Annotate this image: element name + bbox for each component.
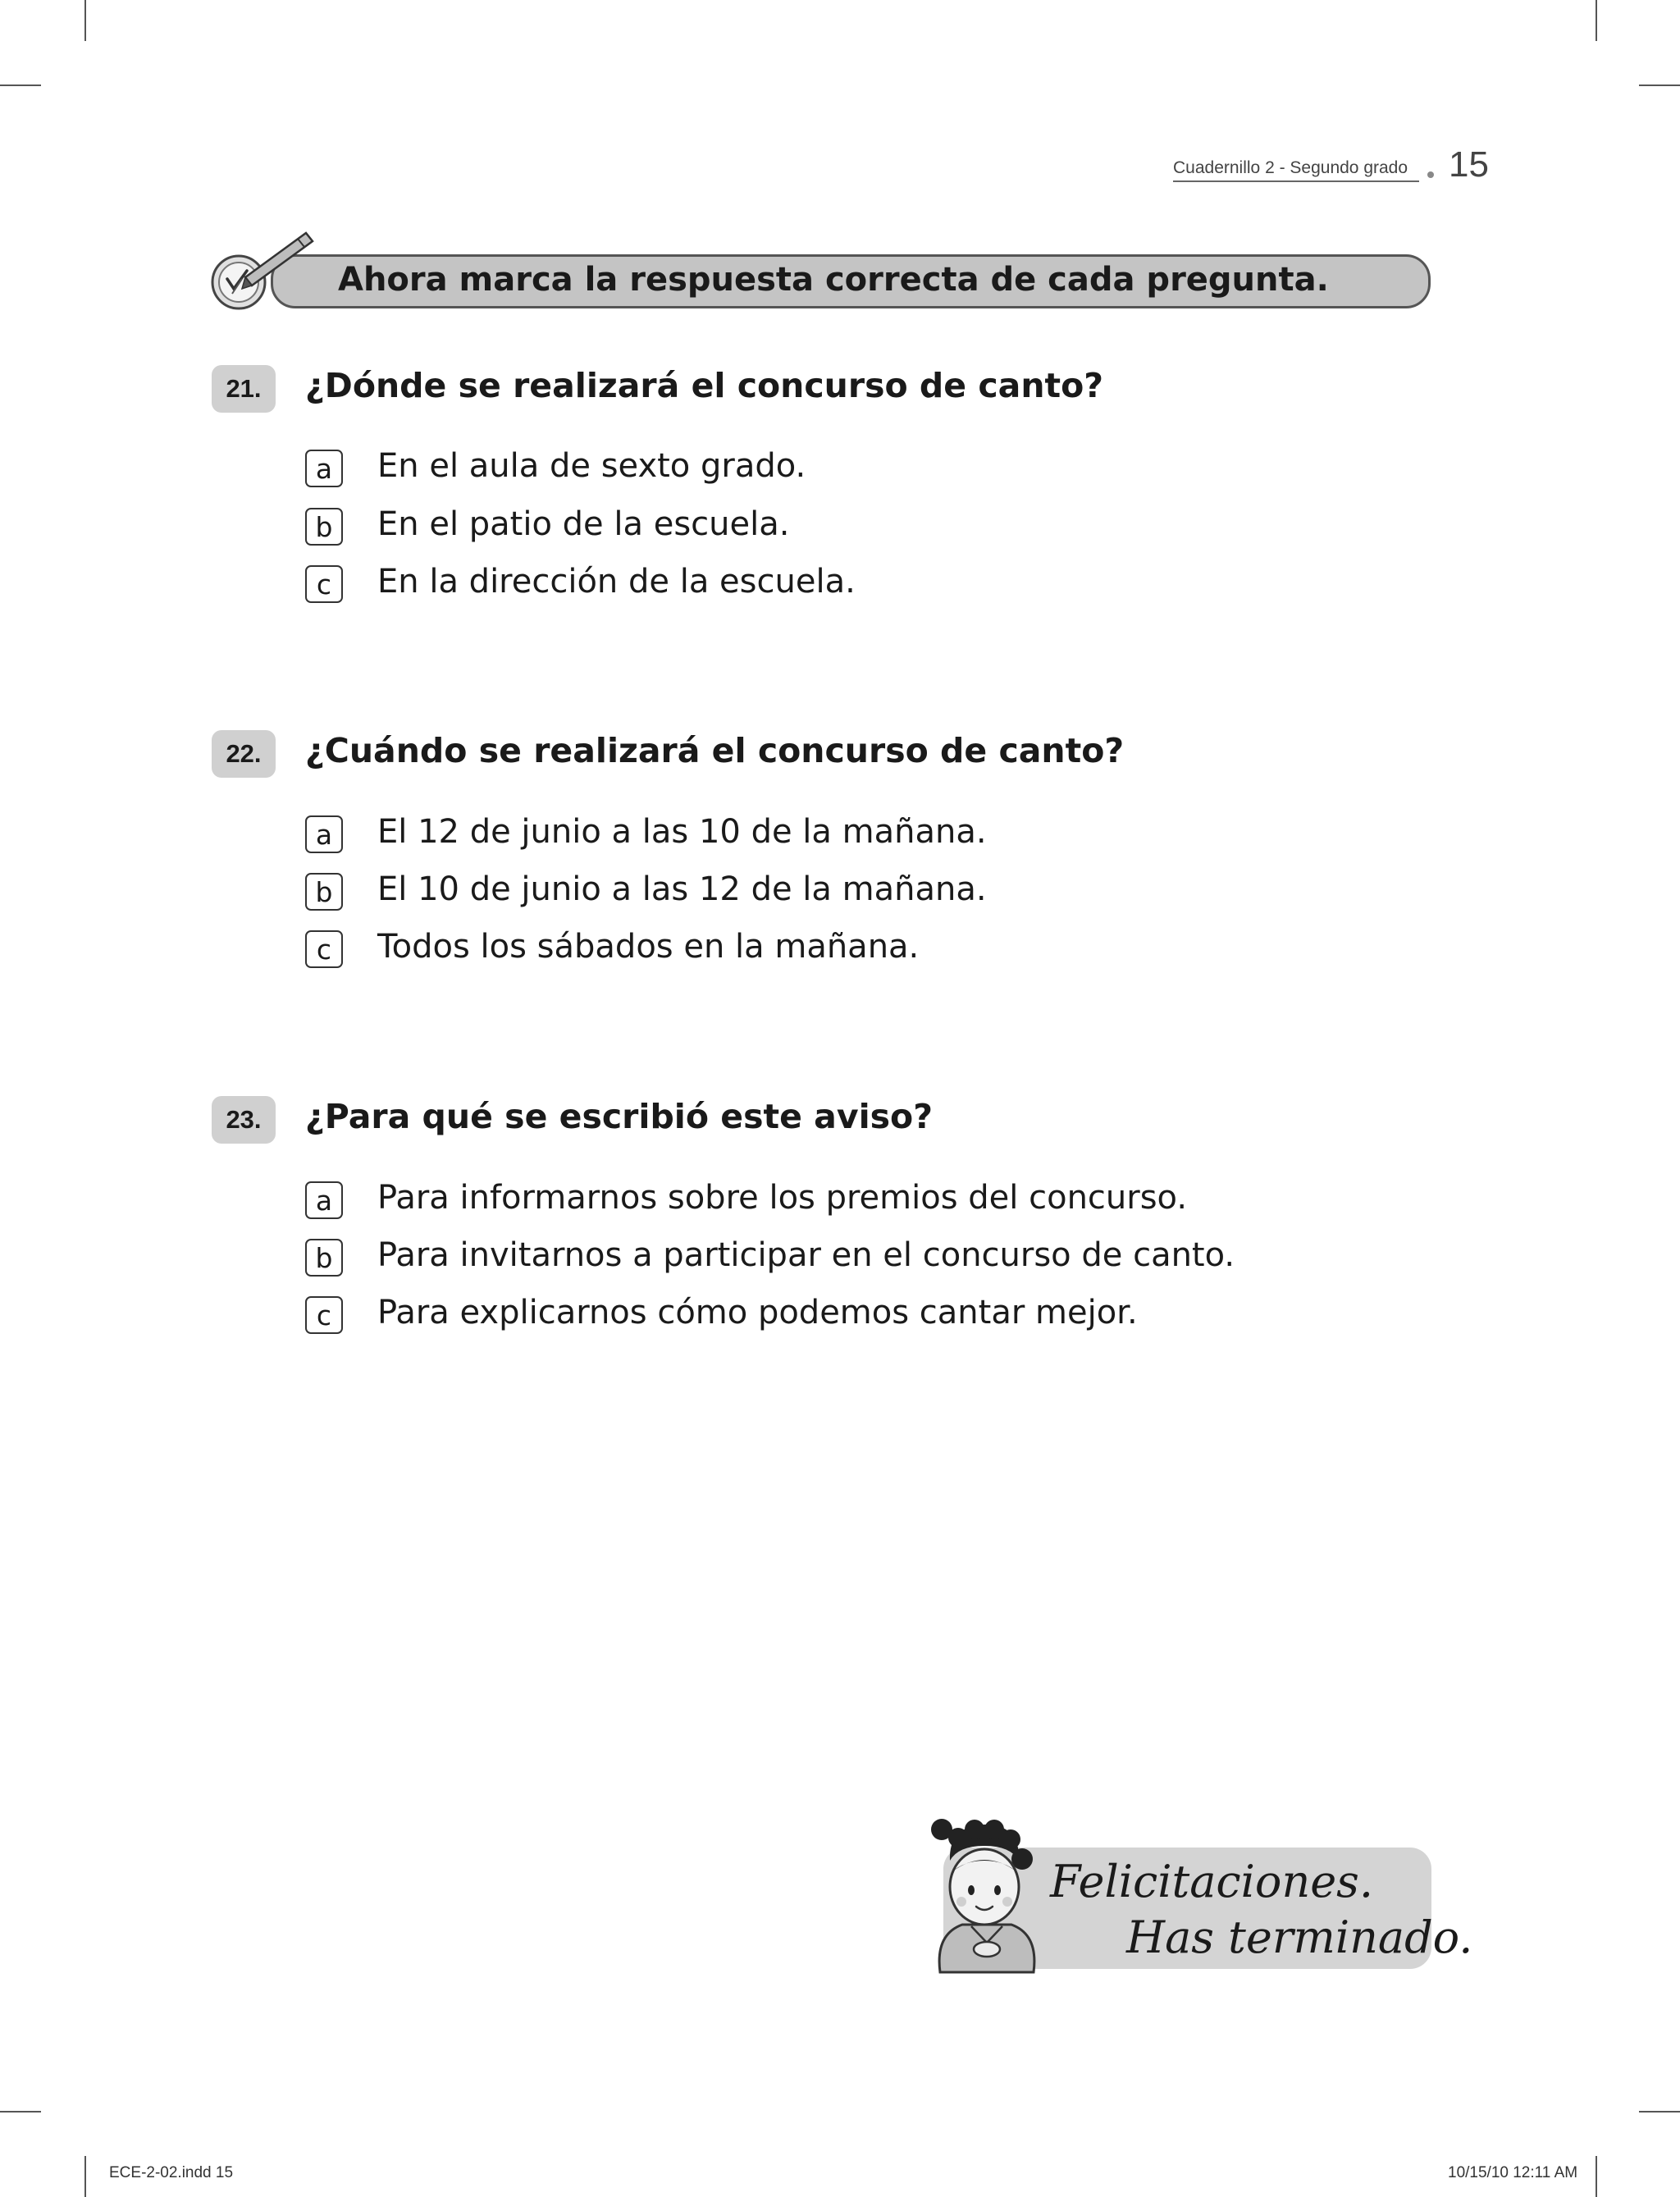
option-text: El 10 de junio a las 12 de la mañana. <box>377 870 987 908</box>
option-c-checkbox[interactable]: c <box>305 565 343 603</box>
question-text: ¿Dónde se realizará el concurso de canto? <box>305 366 1104 405</box>
option-text: Para informarnos sobre los premios del concurso. <box>377 1179 1188 1217</box>
question-text: ¿Cuándo se realizará el concurso de canto? <box>305 731 1125 770</box>
crop-mark <box>84 0 86 41</box>
question-number: 21. <box>212 365 276 413</box>
crop-mark <box>1639 2111 1680 2112</box>
question-text: ¿Para qué se escribió este aviso? <box>305 1097 933 1136</box>
page-number: 15 <box>1449 144 1489 185</box>
instruction-text: Ahora marca la respuesta correcta de cada pregunta. <box>338 261 1329 299</box>
footer-file-name: ECE-2-02.indd 15 <box>109 2164 234 2181</box>
option-text: Para invitarnos a participar en el concurso de canto. <box>377 1236 1235 1274</box>
option-c-checkbox[interactable]: c <box>305 1296 343 1334</box>
footer-timestamp: 10/15/10 12:11 AM <box>1448 2164 1578 2181</box>
congratulations-line-1: Felicitaciones. <box>1050 1856 1374 1907</box>
option-text: El 12 de junio a las 10 de la mañana. <box>377 813 987 851</box>
option-text: Todos los sábados en la mañana. <box>377 928 920 966</box>
pencil-checkmark-icon <box>209 228 320 318</box>
girl-illustration-icon <box>925 1811 1048 1975</box>
option-a-checkbox[interactable]: a <box>305 450 343 487</box>
option-text: En la dirección de la escuela. <box>377 563 856 601</box>
option-c-checkbox[interactable]: c <box>305 930 343 968</box>
congratulations-line-2: Has terminado. <box>1126 1912 1473 1963</box>
header-bullet <box>1427 171 1434 178</box>
option-b-checkbox[interactable]: b <box>305 873 343 911</box>
option-a-checkbox[interactable]: a <box>305 1181 343 1219</box>
option-b-checkbox[interactable]: b <box>305 508 343 546</box>
option-text: En el aula de sexto grado. <box>377 447 806 485</box>
crop-mark <box>0 84 41 86</box>
crop-mark <box>1639 84 1680 86</box>
crop-mark <box>0 2111 41 2112</box>
question-number: 22. <box>212 730 276 778</box>
option-b-checkbox[interactable]: b <box>305 1239 343 1277</box>
crop-mark <box>1596 0 1597 41</box>
option-text: En el patio de la escuela. <box>377 505 790 543</box>
option-text: Para explicarnos cómo podemos cantar mejor. <box>377 1294 1138 1331</box>
question-number: 23. <box>212 1096 276 1144</box>
crop-mark <box>84 2156 86 2197</box>
crop-mark <box>1596 2156 1597 2197</box>
booklet-title: Cuadernillo 2 - Segundo grado <box>1173 158 1419 182</box>
option-a-checkbox[interactable]: a <box>305 815 343 853</box>
